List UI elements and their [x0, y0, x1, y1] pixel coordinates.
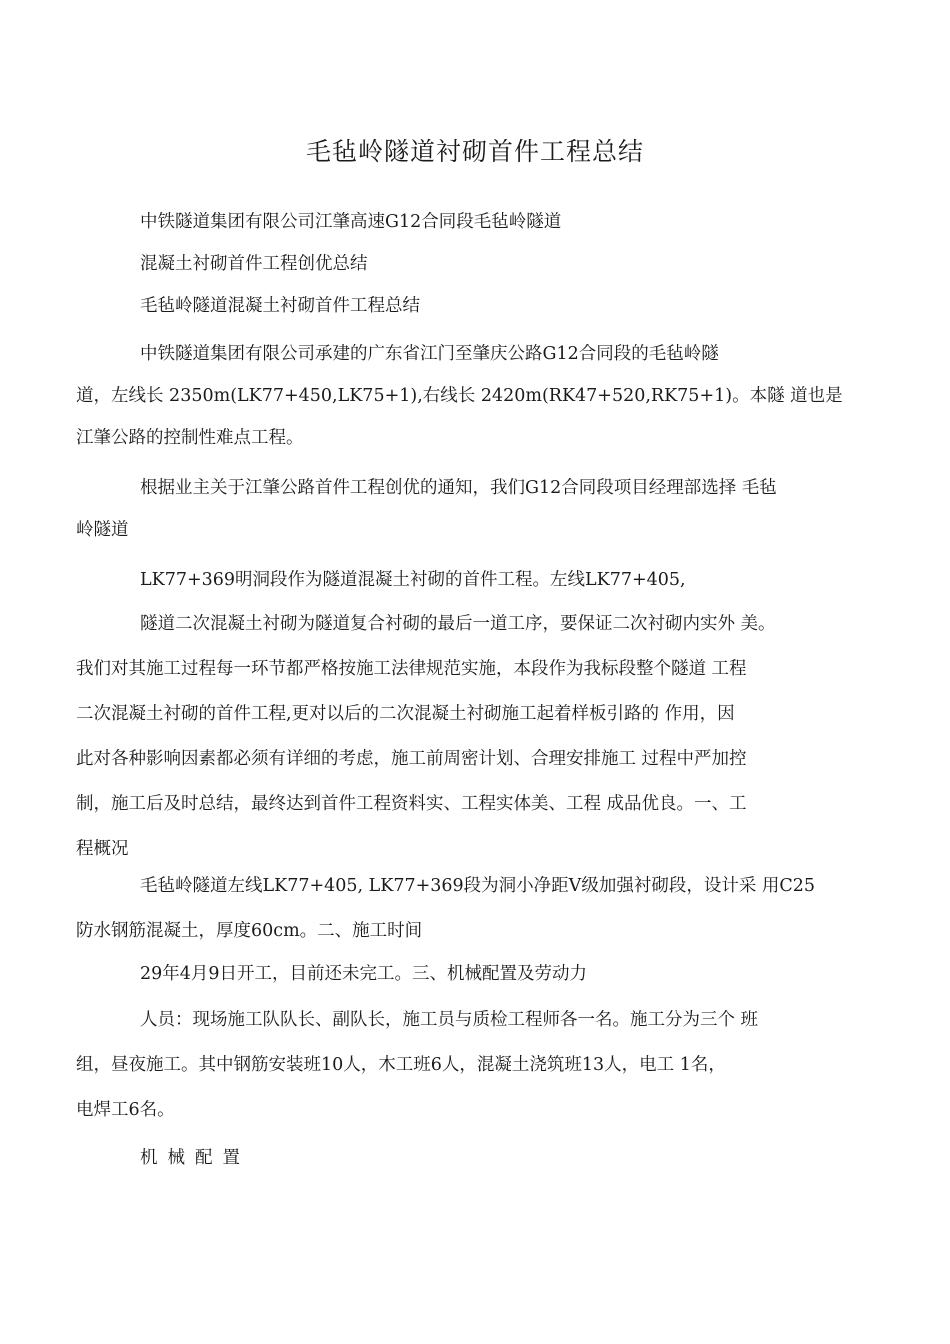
text-line: 电焊工6名。 [76, 1100, 175, 1120]
text-line: 制，施工后及时总结，最终达到首件工程资料实、工程实体美、工程 成品优良。一、工 [76, 794, 747, 814]
text-line: LK77+369明洞段作为隧道混凝土衬砌的首件工程。左线LK77+405, [140, 570, 686, 590]
paragraph-project-intro [76, 336, 852, 456]
text-line: 毛毡岭隧道混凝土衬砌首件工程总结 [140, 296, 420, 316]
paragraph-machinery-heading [108, 1140, 852, 1176]
text-line: 二次混凝土衬砌的首件工程,更对以后的二次混凝土衬砌施工起着样板引路的 作用，因 [76, 704, 735, 724]
text-line: 防水钢筋混凝土，厚度60cm。二、施工时间 [76, 921, 423, 941]
text-line: 中铁隧道集团有限公司承建的广东省江门至肇庆公路G12合同段的毛毡岭隧 [140, 344, 719, 364]
text-line: 此对各种影响因素都必须有详细的考虑，施工前周密计划、合理安排施工 过程中严加控 [76, 749, 747, 769]
text-line: 中铁隧道集团有限公司江肇高速G12合同段毛毡岭隧道 [140, 212, 562, 232]
text-line: 根据业主关于江肇公路首件工程创优的通知，我们G12合同段项目经理部选择 毛毡 [140, 478, 777, 498]
paragraph-project-overview [76, 868, 852, 949]
text-line: 毛毡岭隧道左线LK77+405, LK77+369段为洞小净距Ⅴ级加强衬砌段，设计采 用C25 [140, 876, 816, 896]
text-line: 29年4月9日开工，目前还未完工。三、机械配置及劳动力 [140, 964, 588, 984]
paragraph-first-work-section [108, 562, 852, 598]
paragraph-header-line-2 [108, 246, 852, 282]
text-line: 隧道二次混凝土衬砌为隧道复合衬砌的最后一道工序，要保证二次衬砌内实外 美。 [140, 614, 776, 634]
text-line: 程概况 [76, 839, 129, 859]
text-line: 江肇公路的控制性难点工程。 [76, 428, 304, 448]
text-line: 岭隧道 [76, 520, 129, 540]
text-line: 人员：现场施工队队长、副队长，施工员与质检工程师各一名。施工分为三个 班 [140, 1010, 759, 1030]
paragraph-personnel [76, 1002, 852, 1128]
text-line: 组，昼夜施工。其中钢筋安装班10人，木工班6人，混凝土浇筑班13人，电工 1名， [76, 1055, 726, 1075]
paragraph-construction-time [108, 956, 852, 992]
text-line: 我们对其施工过程每一环节都严格按施工法律规范实施，本段作为我标段整个隧道 工程 [76, 659, 747, 679]
paragraph-owner-notice [76, 470, 852, 548]
text-line: 混凝土衬砌首件工程创优总结 [140, 254, 368, 274]
text-line: 道，左线长 2350m(LK77+450,LK75+1),右线长 2420m(RK47+520,RK75+1)。本隧 道也是 [76, 386, 843, 406]
document-title: 毛毡岭隧道衬砌首件工程总结 [305, 137, 644, 166]
paragraph-secondary-lining [76, 606, 852, 867]
paragraph-header-line-3 [108, 288, 852, 324]
text-line: 机械配置 [140, 1148, 250, 1168]
paragraph-header-line-1 [108, 204, 852, 240]
